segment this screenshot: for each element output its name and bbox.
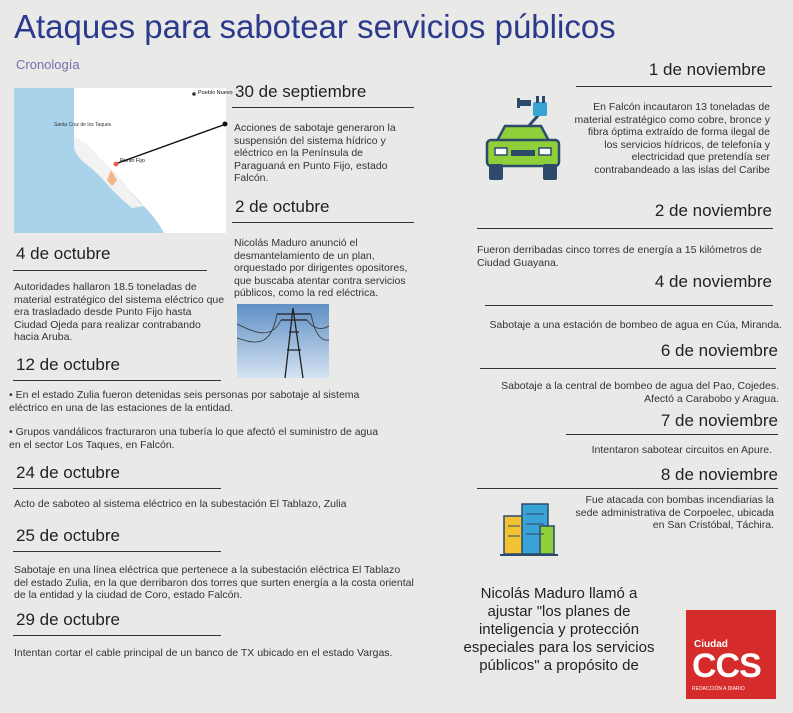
divider	[13, 551, 221, 552]
buildings-illustration	[500, 500, 558, 558]
map-label-pueblo-nuevo: Pueblo Nuevo	[198, 90, 233, 96]
event-date-oct2: 2 de octubre	[235, 197, 330, 216]
page-title: Ataques para sabotear servicios públicos	[14, 8, 616, 45]
divider	[13, 380, 221, 381]
power-tower-image	[237, 304, 329, 378]
event-text-sep30: Acciones de sabotaje generaron la suspensión del sistema hídrico y eléctrico en la Península de Paraguaná en Punto Fijo, estado Falcón.	[234, 122, 396, 184]
event-text-oct29: Intentan cortar el cable principal de un banco de TX ubicado en el estado Vargas.	[14, 647, 393, 659]
event-text-nov4: Sabotaje a una estación de bombeo de agua en Cúa, Miranda.	[489, 319, 782, 331]
event-text-oct25: Sabotaje en una línea eléctrica que pertenece a la subestación eléctrica El Tablazo del estado Zulia, en la que derribaron dos torres que surten energía a la costa oriental de la entidad y la ciudad de Coro, estado Falcón.	[14, 564, 414, 601]
ciudad-ccs-logo	[686, 610, 776, 699]
car-plug-illustration	[475, 96, 571, 188]
logo-top-text: Ciudad	[694, 639, 728, 650]
divider	[13, 488, 221, 489]
logo-main-text: CCS	[692, 647, 761, 685]
event-text-oct2: Nicolás Maduro anunció el desmantelamiento de un plan, orquestado por dirigentes opositores, que buscaba atentar contra servicios públicos, como la red eléctrica.	[234, 237, 408, 299]
logo-bottom-text: REDACCIÓN A DIARIO	[692, 686, 745, 692]
event-text-oct12-b: • Grupos vandálicos fracturaron una tubería lo que afectó el suministro de agua en el sector Los Taques, en Falcón.	[9, 426, 379, 451]
event-date-nov8: 8 de noviembre	[660, 465, 778, 484]
divider	[566, 434, 778, 435]
divider	[13, 270, 207, 271]
map-punto-fijo	[14, 88, 233, 233]
event-text-nov1: En Falcón incautaron 13 toneladas de material estratégico como cobre, bronce y fibra óptima extraído de forma ilegal de los servicios hídricos, de telefonía y electricidad que pretendía ser contrabandeado a las islas del Caribe	[574, 101, 770, 176]
event-date-sep30: 30 de septiembre	[235, 82, 367, 101]
event-date-oct24: 24 de octubre	[16, 463, 120, 482]
event-text-nov2: Fueron derribadas cinco torres de energía a 15 kilómetros de Ciudad Guayana.	[477, 244, 762, 269]
event-text-oct4: Autoridades hallaron 18.5 toneladas de material estratégico del sistema eléctrico que era trasladado desde Punto Fijo hasta Ciudad Ojeda para realizar contrabando hacia Aruba.	[14, 281, 225, 343]
event-date-nov2: 2 de noviembre	[654, 201, 772, 220]
car-plug-icon	[475, 96, 571, 188]
divider	[477, 228, 773, 229]
power-lines-photo	[237, 304, 329, 378]
event-text-nov7: Intentaron sabotear circuitos en Apure.	[591, 444, 772, 456]
map-label-santa-cruz: Santa Cruz de los Taques	[54, 122, 112, 128]
divider	[232, 107, 414, 108]
closing-quote: Nicolás Maduro llamó a ajustar "los planes de inteligencia y protección especiales para los servicios públicos" a propósito de	[463, 585, 655, 674]
pueblo-nuevo-dot	[192, 92, 196, 96]
divider	[477, 488, 778, 489]
event-text-nov8: Fue atacada con bombas incendiarias la sede administrativa de Corpoelec, ubicada en San Cristóbal, Táchira.	[575, 494, 774, 531]
event-text-oct24: Acto de saboteo al sistema eléctrico en la subestación El Tablazo, Zulia	[14, 498, 347, 510]
page-subtitle: Cronología	[16, 57, 80, 72]
divider	[232, 222, 414, 223]
event-date-nov6: 6 de noviembre	[660, 341, 778, 360]
event-date-nov4: 4 de noviembre	[654, 272, 772, 291]
divider	[480, 368, 776, 369]
event-date-nov1: 1 de noviembre	[648, 60, 766, 79]
event-date-oct29: 29 de octubre	[16, 610, 120, 629]
map-graphic	[14, 88, 233, 233]
divider	[485, 305, 773, 306]
divider	[13, 635, 221, 636]
punto-fijo-dot	[114, 162, 119, 167]
event-date-nov7: 7 de noviembre	[660, 411, 778, 430]
divider	[576, 86, 772, 87]
map-label-punto-fijo: Punto Fijo	[120, 158, 145, 164]
event-date-oct25: 25 de octubre	[16, 526, 120, 545]
event-date-oct12: 12 de octubre	[16, 355, 120, 374]
buildings-icon	[500, 500, 558, 558]
event-text-nov6: Sabotaje a la central de bombeo de agua del Pao, Cojedes. Afectó a Carabobo y Aragua.	[501, 380, 779, 405]
event-date-oct4: 4 de octubre	[16, 244, 111, 263]
event-text-oct12-a: • En el estado Zulia fueron detenidas seis personas por sabotaje al sistema eléctrico en una de las estaciones de la entidad.	[9, 389, 360, 414]
